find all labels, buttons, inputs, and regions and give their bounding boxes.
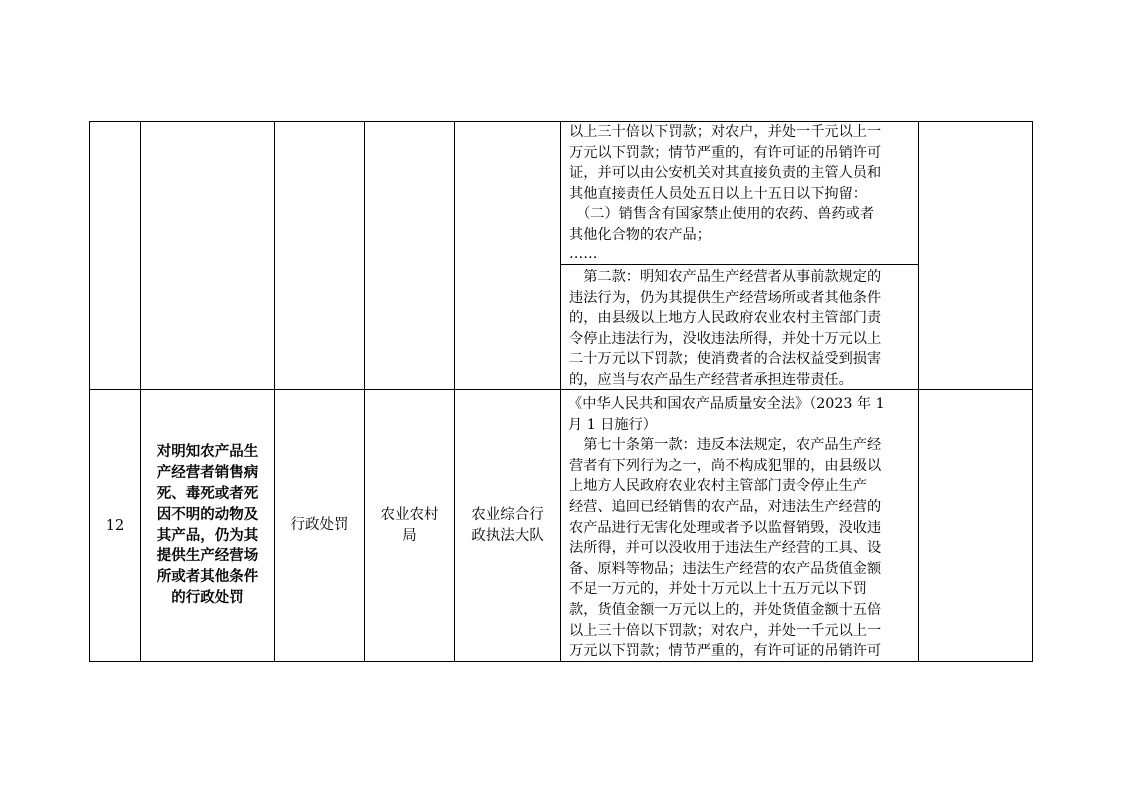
item-name-cell: [141, 390, 274, 661]
department-line: 局: [402, 527, 417, 544]
law-line: 违法行为，仍为其提供生产经营场所或者其他条件: [569, 289, 882, 306]
law-line: 《中华人民共和国农产品质量安全法》（2023 年 1: [568, 396, 885, 412]
prev-row-legal-basis: [561, 122, 918, 389]
item-name-line: 所或者其他条件: [156, 568, 259, 586]
law-line: （二）销售含有国家禁止使用的农药、兽药或者: [569, 206, 875, 223]
department-cell: [365, 390, 454, 661]
remarks-cell: [919, 390, 1032, 661]
item-name-line: 的行政处罚: [171, 588, 244, 606]
law-line: 万元以下罚款；情节严重的，有许可证的吊销许可: [569, 144, 882, 161]
item-name-line: 因不明的动物及: [156, 505, 259, 523]
executing-unit-cell: [455, 390, 560, 661]
law-enforcement-table: [89, 121, 1033, 662]
law-line: 以上三十倍以下罚款；对农户，并处一千元以上一: [569, 622, 882, 639]
law-line: 以上三十倍以下罚款；对农户，并处一千元以上一: [569, 124, 882, 140]
category-cell: [275, 390, 364, 661]
item-name-line: 其产品，仍为其: [156, 526, 259, 544]
law-line: 月 1 日施行）: [568, 416, 657, 433]
law-line: ……: [569, 246, 598, 262]
executing-unit-line: 政执法大队: [471, 527, 544, 544]
item-name-line: 产经营者销售病: [156, 464, 259, 482]
table-bottom-border: [89, 661, 1033, 662]
row-number-cell: [90, 390, 140, 661]
category-text: 行政处罚: [290, 517, 349, 533]
col-border: [1032, 121, 1033, 662]
department-line: 农业农村: [380, 506, 439, 523]
legal-basis-cell: [561, 390, 918, 661]
row-number: 12: [105, 517, 125, 534]
item-name-line: 对明知农产品生: [156, 443, 259, 461]
law-line: 营者有下列行为之一，尚不构成犯罪的，由县级以: [569, 457, 882, 474]
law-line: 的，由县级以上地方人民政府农业农村主管部门责: [569, 310, 882, 327]
executing-unit-line: 农业综合行: [471, 506, 544, 523]
law-line: 的，应当与农产品生产经营者承担连带责任。: [569, 372, 853, 388]
law-line: 其他化合物的农产品；: [569, 227, 711, 243]
law-line: 法所得，并可以没收用于违法生产经营的工具、设: [569, 540, 882, 557]
law-line: 第二款：明知农产品生产经营者从事前款规定的: [569, 269, 882, 285]
law-line: 经营、追回已经销售的农产品，对违法生产经营的: [569, 499, 882, 515]
law-line: 款，货值金额一万元以上的，并处货值金额十五倍: [569, 602, 882, 618]
law-line: 第七十条第一款：违反本法规定，农产品生产经: [569, 437, 882, 454]
law-line: 农产品进行无害化处理或者予以监督销毁，没收违: [569, 519, 882, 536]
item-name-line: 死、毒死或者死: [156, 484, 259, 502]
law-line: 二十万元以下罚款；使消费者的合法权益受到损害: [569, 351, 882, 368]
law-line: 万元以下罚款；情节严重的，有许可证的吊销许可: [569, 643, 882, 659]
law-line: 不足一万元的，并处十万元以上十五万元以下罚: [569, 581, 867, 598]
law-line: 其他直接责任人员处五日以上十五日以下拘留：: [569, 185, 867, 202]
item-name-line: 提供生产经营场: [156, 547, 259, 565]
law-line: 上地方人民政府农业农村主管部门责令停止生产: [569, 478, 867, 495]
law-line: 证，并可以由公安机关对其直接负责的主管人员和: [569, 165, 882, 182]
law-line: 备、原料等物品；违法生产经营的农产品货值金额: [569, 560, 882, 577]
law-line: 令停止违法行为，没收违法所得，并处十万元以上: [569, 330, 882, 347]
